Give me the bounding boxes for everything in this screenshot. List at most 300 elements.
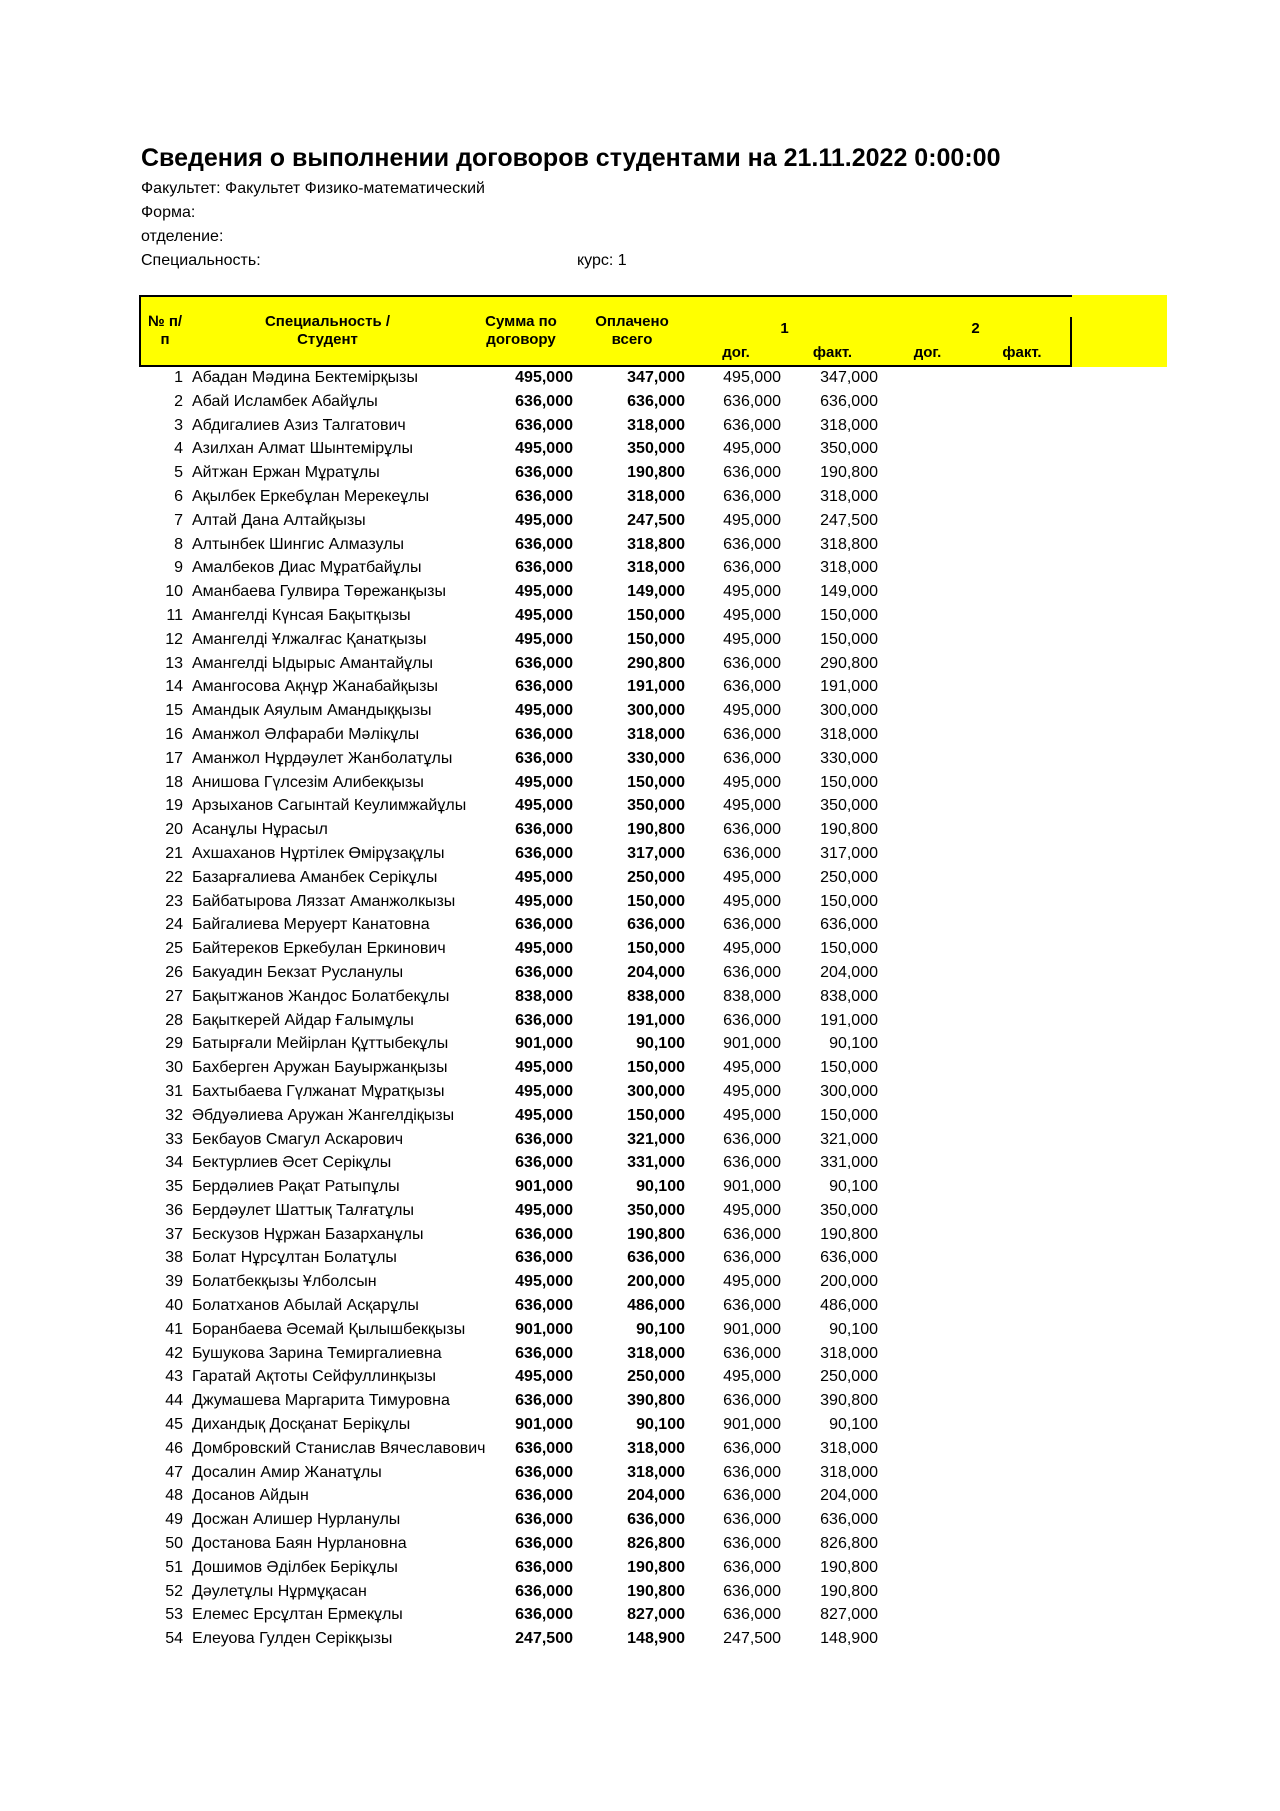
paid-total: 150,000 bbox=[627, 606, 685, 624]
contract-sum: 495,000 bbox=[515, 511, 573, 529]
student-name: Бақыткерей Айдар Ғалымұлы bbox=[192, 1011, 414, 1029]
student-name: Амангелді Күнсая Бақытқызы bbox=[192, 606, 411, 624]
contract-sum: 636,000 bbox=[515, 1011, 573, 1029]
sem1-actual: 331,000 bbox=[820, 1154, 878, 1172]
paid-total: 191,000 bbox=[627, 678, 685, 696]
header-sem2-label: 2 bbox=[971, 320, 980, 337]
paid-total: 350,000 bbox=[627, 440, 685, 458]
sem1-actual: 318,000 bbox=[820, 1463, 878, 1481]
row-number: 37 bbox=[165, 1225, 183, 1243]
student-name: Досжан Алишер Нурланулы bbox=[192, 1511, 401, 1529]
sem1-actual: 318,800 bbox=[820, 535, 878, 553]
sem1-actual: 204,000 bbox=[820, 1487, 878, 1505]
paid-total: 190,800 bbox=[627, 1582, 685, 1600]
paid-total: 247,500 bbox=[627, 511, 685, 529]
header-num-label: № п/п bbox=[147, 313, 183, 348]
student-name: Базарғалиева Аманбек Серікұлы bbox=[192, 868, 438, 886]
student-name: Бекбауов Смагул Аскарович bbox=[192, 1130, 404, 1148]
sem1-contract: 636,000 bbox=[723, 678, 781, 696]
contract-sum: 636,000 bbox=[515, 487, 573, 505]
student-name: Аманжол Нұрдәулет Жанболатұлы bbox=[192, 749, 453, 767]
student-name: Азилхан Алмат Шынтемірұлы bbox=[192, 440, 413, 458]
header-paid bbox=[576, 295, 690, 367]
student-name: Абай Исламбек Абайұлы bbox=[192, 392, 378, 410]
contract-sum: 636,000 bbox=[515, 535, 573, 553]
sem1-actual: 318,000 bbox=[820, 416, 878, 434]
paid-total: 150,000 bbox=[627, 1106, 685, 1124]
header-sem1-fakt-label: факт. bbox=[812, 344, 853, 361]
sem1-actual: 190,800 bbox=[820, 821, 878, 839]
contract-sum: 495,000 bbox=[515, 606, 573, 624]
sem1-contract: 636,000 bbox=[723, 1154, 781, 1172]
sem1-contract: 636,000 bbox=[723, 535, 781, 553]
student-name: Әбдуәлиева Аружан Жангелдіқызы bbox=[192, 1106, 455, 1124]
paid-total: 318,000 bbox=[627, 416, 685, 434]
sem1-actual: 826,800 bbox=[820, 1535, 878, 1553]
student-name: Дәулетұлы Нұрмұқасан bbox=[192, 1582, 367, 1600]
contract-sum: 495,000 bbox=[515, 892, 573, 910]
contract-sum: 495,000 bbox=[515, 1368, 573, 1386]
row-number: 4 bbox=[174, 440, 183, 458]
sem1-contract: 636,000 bbox=[723, 416, 781, 434]
student-name: Боранбаева Әсемай Қылышбекқызы bbox=[192, 1320, 466, 1338]
paid-total: 150,000 bbox=[627, 773, 685, 791]
specialty-line: Специальность: bbox=[141, 252, 261, 269]
sem1-contract: 495,000 bbox=[723, 606, 781, 624]
sem1-actual: 636,000 bbox=[820, 392, 878, 410]
contract-sum: 636,000 bbox=[515, 1392, 573, 1410]
sem1-actual: 318,000 bbox=[820, 559, 878, 577]
paid-total: 636,000 bbox=[627, 1249, 685, 1267]
sem1-actual: 636,000 bbox=[820, 1249, 878, 1267]
sem1-contract: 495,000 bbox=[723, 797, 781, 815]
form-line: Форма: bbox=[141, 204, 196, 221]
contract-sum: 247,500 bbox=[515, 1630, 573, 1648]
student-name: Дошимов Әділбек Берікұлы bbox=[192, 1558, 398, 1576]
paid-total: 148,900 bbox=[627, 1630, 685, 1648]
sem1-contract: 636,000 bbox=[723, 1297, 781, 1315]
sem1-contract: 495,000 bbox=[723, 940, 781, 958]
paid-total: 318,800 bbox=[627, 535, 685, 553]
sem1-contract: 495,000 bbox=[723, 773, 781, 791]
paid-total: 390,800 bbox=[627, 1392, 685, 1410]
row-number: 17 bbox=[165, 749, 183, 767]
contract-sum: 495,000 bbox=[515, 1059, 573, 1077]
paid-total: 318,000 bbox=[627, 1439, 685, 1457]
row-number: 36 bbox=[165, 1201, 183, 1219]
contract-sum: 495,000 bbox=[515, 702, 573, 720]
contract-sum: 495,000 bbox=[515, 440, 573, 458]
sem1-actual: 149,000 bbox=[820, 583, 878, 601]
sem1-actual: 90,100 bbox=[829, 1320, 878, 1338]
sem1-actual: 150,000 bbox=[820, 1106, 878, 1124]
sem1-contract: 636,000 bbox=[723, 725, 781, 743]
paid-total: 149,000 bbox=[627, 583, 685, 601]
paid-total: 330,000 bbox=[627, 749, 685, 767]
contract-sum: 636,000 bbox=[515, 1130, 573, 1148]
row-number: 18 bbox=[165, 773, 183, 791]
sem1-actual: 148,900 bbox=[820, 1630, 878, 1648]
contract-sum: 636,000 bbox=[515, 1558, 573, 1576]
student-name: Батырғали Мейірлан Құттыбекұлы bbox=[192, 1035, 449, 1053]
contract-sum: 495,000 bbox=[515, 1106, 573, 1124]
contract-sum: 495,000 bbox=[515, 773, 573, 791]
sem1-actual: 636,000 bbox=[820, 1511, 878, 1529]
row-number: 46 bbox=[165, 1439, 183, 1457]
sem1-contract: 495,000 bbox=[723, 583, 781, 601]
header-extension bbox=[1072, 295, 1167, 367]
paid-total: 350,000 bbox=[627, 797, 685, 815]
paid-total: 350,000 bbox=[627, 1201, 685, 1219]
student-name: Анишова Гүлсезім Алибекқызы bbox=[192, 773, 424, 791]
row-number: 10 bbox=[165, 583, 183, 601]
row-number: 50 bbox=[165, 1535, 183, 1553]
student-name: Амангелді Ұлжалғас Қанатқызы bbox=[192, 630, 427, 648]
contract-sum: 636,000 bbox=[515, 559, 573, 577]
sem1-actual: 300,000 bbox=[820, 1082, 878, 1100]
row-number: 35 bbox=[165, 1178, 183, 1196]
faculty-line: Факультет: Факультет Физико-математический bbox=[141, 180, 485, 197]
sem1-actual: 350,000 bbox=[820, 1201, 878, 1219]
row-number: 7 bbox=[174, 511, 183, 529]
paid-total: 486,000 bbox=[627, 1297, 685, 1315]
header-sem2-dog-label: дог. bbox=[913, 344, 942, 361]
contract-sum: 636,000 bbox=[515, 1225, 573, 1243]
paid-total: 190,800 bbox=[627, 464, 685, 482]
contract-sum: 495,000 bbox=[515, 630, 573, 648]
student-name: Аманжол Әлфараби Мәлікұлы bbox=[192, 725, 420, 743]
paid-total: 347,000 bbox=[627, 369, 685, 386]
sem1-contract: 636,000 bbox=[723, 844, 781, 862]
contract-sum: 495,000 bbox=[515, 1273, 573, 1291]
row-number: 25 bbox=[165, 940, 183, 958]
contract-sum: 636,000 bbox=[515, 1511, 573, 1529]
sem1-contract: 636,000 bbox=[723, 464, 781, 482]
contract-sum: 495,000 bbox=[515, 583, 573, 601]
sem1-actual: 318,000 bbox=[820, 487, 878, 505]
paid-total: 331,000 bbox=[627, 1154, 685, 1172]
sem1-actual: 636,000 bbox=[820, 916, 878, 934]
contract-sum: 636,000 bbox=[515, 1249, 573, 1267]
paid-total: 321,000 bbox=[627, 1130, 685, 1148]
row-number: 8 bbox=[174, 535, 183, 553]
header-student bbox=[189, 295, 468, 367]
row-number: 21 bbox=[165, 844, 183, 862]
sem1-actual: 350,000 bbox=[820, 797, 878, 815]
row-number: 32 bbox=[165, 1106, 183, 1124]
sem1-contract: 636,000 bbox=[723, 1606, 781, 1624]
student-name: Джумашева Маргарита Тимуровна bbox=[192, 1392, 450, 1410]
student-name: Бектурлиев Әсет Серікұлы bbox=[192, 1154, 392, 1172]
row-number: 45 bbox=[165, 1416, 183, 1434]
sem1-actual: 317,000 bbox=[820, 844, 878, 862]
sem1-contract: 636,000 bbox=[723, 1011, 781, 1029]
row-number: 20 bbox=[165, 821, 183, 839]
sem1-actual: 190,800 bbox=[820, 464, 878, 482]
paid-total: 827,000 bbox=[627, 1606, 685, 1624]
row-number: 27 bbox=[165, 987, 183, 1005]
row-number: 9 bbox=[174, 559, 183, 577]
sem1-contract: 636,000 bbox=[723, 821, 781, 839]
student-name: Арзыханов Сагынтай Кеулимжайұлы bbox=[192, 797, 467, 815]
header-sem2 bbox=[881, 317, 1072, 343]
header-paid-label: Оплачено всего bbox=[595, 313, 669, 348]
contract-sum: 495,000 bbox=[515, 1082, 573, 1100]
header-sum-label: Сумма по договору bbox=[485, 313, 557, 348]
contract-sum: 636,000 bbox=[515, 1606, 573, 1624]
sem1-contract: 495,000 bbox=[723, 1201, 781, 1219]
student-name: Дихандық Досқанат Берікұлы bbox=[192, 1416, 411, 1434]
header-sem2-fakt-label: факт. bbox=[1002, 344, 1042, 361]
row-number: 12 bbox=[165, 630, 183, 648]
header-sem1-dog bbox=[688, 341, 786, 367]
student-name: Бердәулет Шаттық Талғатұлы bbox=[192, 1201, 414, 1219]
sem1-contract: 636,000 bbox=[723, 654, 781, 672]
paid-total: 204,000 bbox=[627, 963, 685, 981]
contract-sum: 636,000 bbox=[515, 392, 573, 410]
sem1-actual: 318,000 bbox=[820, 725, 878, 743]
sem1-contract: 636,000 bbox=[723, 1249, 781, 1267]
sem1-actual: 190,800 bbox=[820, 1225, 878, 1243]
row-number: 22 bbox=[165, 868, 183, 886]
sem1-contract: 495,000 bbox=[723, 1368, 781, 1386]
row-number: 31 bbox=[165, 1082, 183, 1100]
sem1-actual: 247,500 bbox=[820, 511, 878, 529]
sem1-contract: 901,000 bbox=[723, 1178, 781, 1196]
contract-sum: 495,000 bbox=[515, 1201, 573, 1219]
row-number: 54 bbox=[165, 1630, 183, 1648]
student-name: Болатханов Абылай Асқарұлы bbox=[192, 1297, 419, 1315]
sem1-contract: 901,000 bbox=[723, 1035, 781, 1053]
row-number: 40 bbox=[165, 1297, 183, 1315]
contract-sum: 636,000 bbox=[515, 416, 573, 434]
row-number: 16 bbox=[165, 725, 183, 743]
sem1-actual: 318,000 bbox=[820, 1439, 878, 1457]
sem1-contract: 636,000 bbox=[723, 1439, 781, 1457]
sem1-actual: 150,000 bbox=[820, 1059, 878, 1077]
student-name: Байгалиева Меруерт Канатовна bbox=[192, 916, 430, 934]
student-name: Болатбекқызы Ұлболсын bbox=[192, 1273, 377, 1291]
sem1-actual: 150,000 bbox=[820, 606, 878, 624]
row-number: 33 bbox=[165, 1130, 183, 1148]
sem1-actual: 330,000 bbox=[820, 749, 878, 767]
sem1-contract: 495,000 bbox=[723, 1106, 781, 1124]
paid-total: 318,000 bbox=[627, 1463, 685, 1481]
sem1-contract: 495,000 bbox=[723, 702, 781, 720]
sem1-contract: 495,000 bbox=[723, 868, 781, 886]
contract-sum: 636,000 bbox=[515, 1344, 573, 1362]
row-number: 39 bbox=[165, 1273, 183, 1291]
paid-total: 318,000 bbox=[627, 559, 685, 577]
student-name: Бакуадин Бекзат Русланулы bbox=[192, 963, 404, 981]
student-name: Алтынбек Шингис Алмазулы bbox=[192, 535, 405, 553]
student-name: Елеуова Гулден Серікқызы bbox=[192, 1630, 393, 1648]
header-sum bbox=[466, 295, 578, 367]
sem1-contract: 636,000 bbox=[723, 1392, 781, 1410]
contract-sum: 636,000 bbox=[515, 963, 573, 981]
contract-sum: 636,000 bbox=[515, 1154, 573, 1172]
paid-total: 204,000 bbox=[627, 1487, 685, 1505]
sem1-actual: 150,000 bbox=[820, 773, 878, 791]
paid-total: 317,000 bbox=[627, 844, 685, 862]
student-name: Досанов Айдын bbox=[192, 1487, 309, 1505]
paid-total: 838,000 bbox=[627, 987, 685, 1005]
row-number: 41 bbox=[165, 1320, 183, 1338]
row-number: 30 bbox=[165, 1059, 183, 1077]
sem1-contract: 495,000 bbox=[723, 1059, 781, 1077]
header-student-label: Специальность / Студент bbox=[264, 313, 391, 348]
sem1-contract: 495,000 bbox=[723, 1273, 781, 1291]
student-name: Ақылбек Еркебұлан Мерекеұлы bbox=[192, 487, 430, 505]
sem1-contract: 495,000 bbox=[723, 630, 781, 648]
row-number: 13 bbox=[165, 654, 183, 672]
row-number: 49 bbox=[165, 1511, 183, 1529]
sem1-contract: 495,000 bbox=[723, 369, 781, 386]
student-name: Домбровский Станислав Вячеславович bbox=[192, 1439, 486, 1457]
row-number: 38 bbox=[165, 1249, 183, 1267]
contract-sum: 636,000 bbox=[515, 1297, 573, 1315]
sem1-contract: 636,000 bbox=[723, 392, 781, 410]
row-number: 29 bbox=[165, 1035, 183, 1053]
sem1-contract: 247,500 bbox=[723, 1630, 781, 1648]
paid-total: 250,000 bbox=[627, 1368, 685, 1386]
contract-sum: 636,000 bbox=[515, 749, 573, 767]
paid-total: 150,000 bbox=[627, 630, 685, 648]
paid-total: 90,100 bbox=[636, 1035, 685, 1053]
sem1-actual: 838,000 bbox=[820, 987, 878, 1005]
student-name: Амандык Аяулым Амандыққызы bbox=[192, 702, 432, 720]
row-number: 24 bbox=[165, 916, 183, 934]
sem1-actual: 204,000 bbox=[820, 963, 878, 981]
sem1-contract: 636,000 bbox=[723, 559, 781, 577]
course-line: курс: 1 bbox=[577, 252, 627, 269]
paid-total: 190,800 bbox=[627, 1558, 685, 1576]
sem1-actual: 318,000 bbox=[820, 1344, 878, 1362]
student-name: Бахтыбаева Гүлжанат Мұратқызы bbox=[192, 1082, 445, 1100]
row-number: 5 bbox=[174, 464, 183, 482]
student-name: Айтжан Ержан Мұратұлы bbox=[192, 464, 380, 482]
sem1-contract: 636,000 bbox=[723, 1344, 781, 1362]
student-name: Абдигалиев Азиз Талгатович bbox=[192, 416, 406, 434]
student-name: Ахшаханов Нұртілек Өмірұзақұлы bbox=[192, 844, 445, 862]
row-number: 51 bbox=[165, 1558, 183, 1576]
row-number: 53 bbox=[165, 1606, 183, 1624]
contract-sum: 636,000 bbox=[515, 464, 573, 482]
sem1-actual: 250,000 bbox=[820, 868, 878, 886]
sem1-contract: 636,000 bbox=[723, 487, 781, 505]
contract-sum: 636,000 bbox=[515, 844, 573, 862]
header-sem2-fakt bbox=[974, 341, 1072, 367]
paid-total: 190,800 bbox=[627, 821, 685, 839]
paid-total: 636,000 bbox=[627, 1511, 685, 1529]
row-number: 28 bbox=[165, 1011, 183, 1029]
student-name: Абадан Мәдина Бектемірқызы bbox=[192, 369, 418, 386]
sem1-actual: 90,100 bbox=[829, 1416, 878, 1434]
sem1-contract: 636,000 bbox=[723, 963, 781, 981]
sem1-contract: 901,000 bbox=[723, 1320, 781, 1338]
sem1-contract: 636,000 bbox=[723, 1558, 781, 1576]
sem1-contract: 636,000 bbox=[723, 1511, 781, 1529]
sem1-contract: 636,000 bbox=[723, 749, 781, 767]
sem1-actual: 150,000 bbox=[820, 940, 878, 958]
sem1-actual: 190,800 bbox=[820, 1582, 878, 1600]
student-name: Байтереков Еркебулан Еркинович bbox=[192, 940, 446, 958]
student-name: Гаратай Ақтоты Сейфуллинқызы bbox=[192, 1368, 436, 1386]
sem1-contract: 838,000 bbox=[723, 987, 781, 1005]
sem1-actual: 350,000 bbox=[820, 440, 878, 458]
header-sem1-fakt bbox=[784, 341, 883, 367]
paid-total: 318,000 bbox=[627, 725, 685, 743]
student-name: Амалбеков Диас Мұратбайұлы bbox=[192, 559, 422, 577]
contract-sum: 636,000 bbox=[515, 821, 573, 839]
sem1-actual: 190,800 bbox=[820, 1558, 878, 1576]
paid-total: 150,000 bbox=[627, 1059, 685, 1077]
row-number: 43 bbox=[165, 1368, 183, 1386]
sem1-actual: 150,000 bbox=[820, 630, 878, 648]
student-name: Болат Нұрсұлтан Болатұлы bbox=[192, 1249, 397, 1267]
department-line: отделение: bbox=[141, 228, 224, 245]
sem1-actual: 250,000 bbox=[820, 1368, 878, 1386]
sem1-contract: 636,000 bbox=[723, 916, 781, 934]
contract-sum: 636,000 bbox=[515, 654, 573, 672]
student-name: Елемес Ерсұлтан Ермекұлы bbox=[192, 1606, 403, 1624]
sem1-actual: 290,800 bbox=[820, 654, 878, 672]
sem1-contract: 495,000 bbox=[723, 511, 781, 529]
sem1-actual: 90,100 bbox=[829, 1178, 878, 1196]
contract-sum: 636,000 bbox=[515, 1463, 573, 1481]
contract-sum: 495,000 bbox=[515, 868, 573, 886]
student-name: Амангосова Ақнұр Жанабайқызы bbox=[192, 678, 438, 696]
contract-sum: 636,000 bbox=[515, 1535, 573, 1553]
paid-total: 150,000 bbox=[627, 940, 685, 958]
contract-sum: 636,000 bbox=[515, 1582, 573, 1600]
report-title: Сведения о выполнении договоров студентами на 21.11.2022 0:00:00 bbox=[141, 144, 1001, 172]
paid-total: 300,000 bbox=[627, 1082, 685, 1100]
student-name: Бахберген Аружан Бауыржанқызы bbox=[192, 1059, 448, 1077]
sem1-contract: 636,000 bbox=[723, 1535, 781, 1553]
header-sem1-label: 1 bbox=[780, 320, 789, 337]
row-number: 48 bbox=[165, 1487, 183, 1505]
paid-total: 300,000 bbox=[627, 702, 685, 720]
row-number: 19 bbox=[165, 797, 183, 815]
contract-sum: 636,000 bbox=[515, 678, 573, 696]
row-number: 34 bbox=[165, 1154, 183, 1172]
contract-sum: 636,000 bbox=[515, 1487, 573, 1505]
contract-sum: 838,000 bbox=[515, 987, 573, 1005]
sem1-contract: 495,000 bbox=[723, 440, 781, 458]
header-semesters bbox=[688, 295, 1072, 319]
student-name: Байбатырова Ляззат Аманжолкызы bbox=[192, 892, 456, 910]
paid-total: 90,100 bbox=[636, 1178, 685, 1196]
sem1-contract: 636,000 bbox=[723, 1463, 781, 1481]
sem1-contract: 636,000 bbox=[723, 1130, 781, 1148]
sem1-contract: 495,000 bbox=[723, 1082, 781, 1100]
paid-total: 318,000 bbox=[627, 487, 685, 505]
sem1-contract: 901,000 bbox=[723, 1416, 781, 1434]
student-name: Досалин Амир Жанатұлы bbox=[192, 1463, 382, 1481]
sem1-actual: 347,000 bbox=[820, 369, 878, 386]
paid-total: 90,100 bbox=[636, 1416, 685, 1434]
sem1-actual: 300,000 bbox=[820, 702, 878, 720]
contract-sum: 901,000 bbox=[515, 1320, 573, 1338]
paid-total: 636,000 bbox=[627, 392, 685, 410]
header-num bbox=[139, 295, 191, 367]
contract-sum: 495,000 bbox=[515, 797, 573, 815]
student-name: Бақытжанов Жандос Болатбекұлы bbox=[192, 987, 450, 1005]
sem1-actual: 200,000 bbox=[820, 1273, 878, 1291]
contract-sum: 901,000 bbox=[515, 1416, 573, 1434]
contract-sum: 901,000 bbox=[515, 1178, 573, 1196]
